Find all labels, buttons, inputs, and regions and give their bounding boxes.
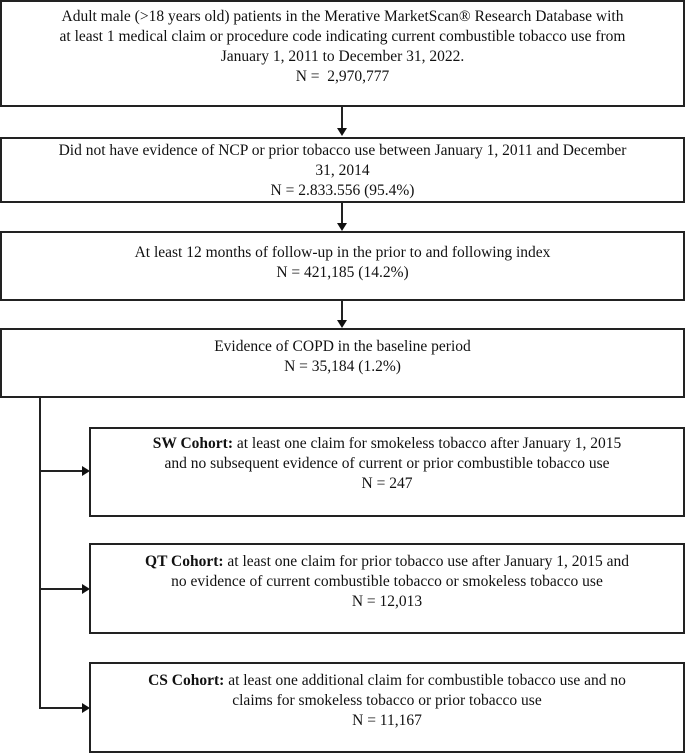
step-4-text-line-1: Evidence of COPD in the baseline period <box>214 338 471 355</box>
cs-cohort-label: CS Cohort: <box>148 672 225 689</box>
sw-cohort-text-line-1: SW Cohort: at least one claim for smokeless tobacco after January 1, 2015 <box>152 435 622 452</box>
qt-cohort-text-line-1: QT Cohort: at least one claim for prior tobacco use after January 1, 2015 and <box>145 553 629 570</box>
sw-cohort-count: N = 247 <box>361 475 413 492</box>
cs-cohort-text-line-2: claims for smokeless tobacco or prior tobacco use <box>232 692 542 709</box>
branch-trunk-end <box>39 690 41 708</box>
step-1-initial-population-box <box>0 0 685 107</box>
arrow-down-icon <box>337 320 347 328</box>
step-4-count: N = 35,184 (1.2%) <box>284 358 401 375</box>
branch-qt-line <box>39 588 82 590</box>
connector-1-2 <box>341 107 343 129</box>
qt-cohort-text-line-2: no evidence of current combustible tobacco or smokeless tobacco use <box>171 573 603 590</box>
qt-cohort-box <box>89 543 685 634</box>
branch-cs-line <box>39 707 82 709</box>
branch-trunk-line <box>39 398 41 690</box>
cs-cohort-count: N = 11,167 <box>352 712 422 729</box>
step-1-text-line-1: Adult male (>18 years old) patients in the Merative MarketScan® Research Database with <box>61 8 624 25</box>
cs-cohort-box <box>89 662 685 753</box>
step-3-follow-up-box <box>0 231 685 301</box>
step-2-no-ncp-box <box>0 137 685 203</box>
branch-sw-line <box>39 470 82 472</box>
step-1-count: N = 2,970,777 <box>295 68 390 85</box>
qt-cohort-count: N = 12,013 <box>351 593 423 610</box>
step-3-count: N = 421,185 (14.2%) <box>276 264 409 281</box>
step-1-text-line-3: January 1, 2011 to December 31, 2022. <box>220 48 465 65</box>
step-3-text-line-1: At least 12 months of follow-up in the prior to and following index <box>134 244 551 261</box>
step-2-text-line-1: Did not have evidence of NCP or prior tobacco use between January 1, 2011 and December <box>58 142 627 159</box>
arrow-down-icon <box>337 223 347 231</box>
connector-2-3 <box>341 203 343 224</box>
step-1-text-line-2: at least 1 medical claim or procedure code indicating current combustible tobacco use from <box>59 28 626 45</box>
cs-cohort-text-line-1: CS Cohort: at least one additional claim for combustible tobacco use and no <box>148 672 626 689</box>
arrow-down-icon <box>337 128 347 136</box>
step-4-copd-box <box>0 328 685 398</box>
sw-cohort-text-line-2: and no subsequent evidence of current or prior combustible tobacco use <box>164 455 610 472</box>
sw-cohort-label: SW Cohort: <box>152 435 233 452</box>
step-2-text-line-2: 31, 2014 <box>315 162 370 179</box>
step-2-count: N = 2.833.556 (95.4%) <box>270 182 415 199</box>
qt-cohort-label: QT Cohort: <box>145 553 224 570</box>
connector-3-4 <box>341 301 343 321</box>
sw-cohort-box <box>89 427 685 517</box>
